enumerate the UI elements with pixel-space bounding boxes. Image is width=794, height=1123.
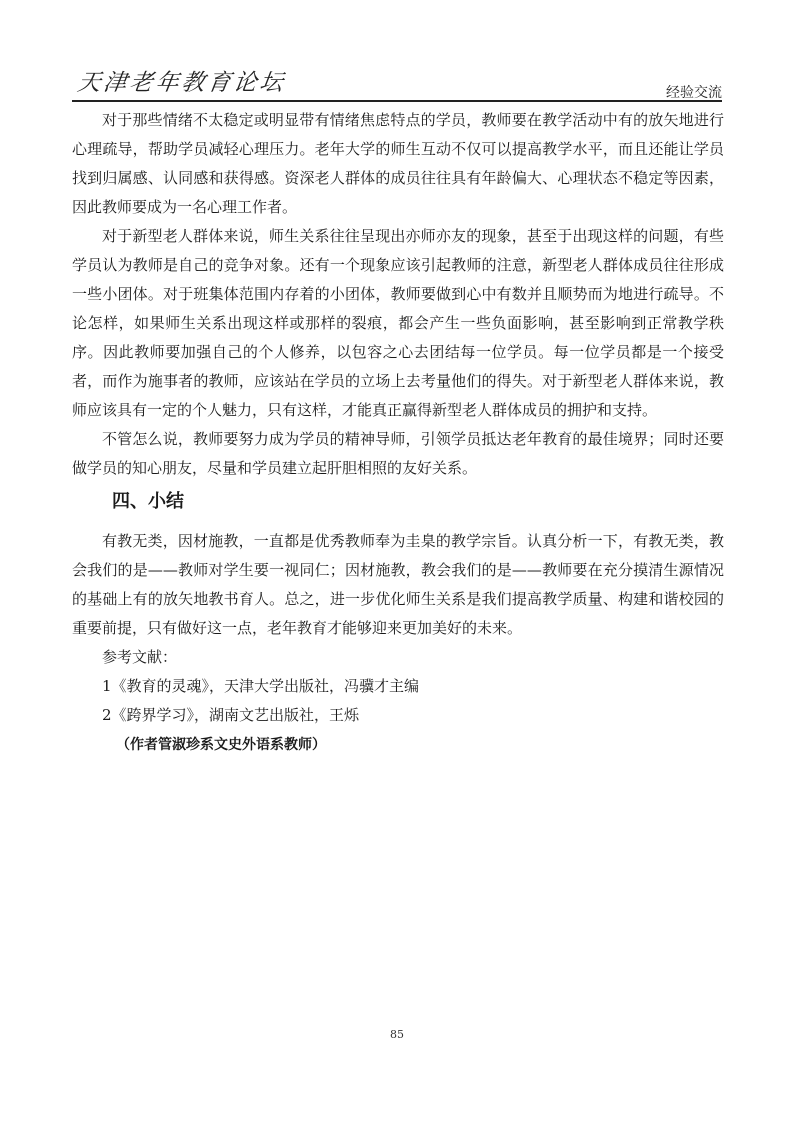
journal-title-logo: 天津老年教育论坛 xyxy=(75,70,288,96)
references-list xyxy=(72,672,724,730)
body-paragraph: 对于那些情绪不太稳定或明显带有情绪焦虑特点的学员，教师要在教学活动中有的放矢地进行心理疏导，帮助学员减轻心理压力。老年大学的师生互动不仅可以提高教学水平，而且还能让学员找到归属感、认同感和获得感。资深老人群体的成员往往具有年龄偏大、心理状态不稳定等因素，因此教师要成为一名心理工作者。 xyxy=(72,111,724,216)
summary-paragraph: 有教无类，因材施教，一直都是优秀教师奉为圭臬的教学宗旨。认真分析一下，有教无类，教会我们的是——教师对学生要一视同仁；因材施教，教会我们的是——教师要在充分摸清生源情况的基础上有的放矢地教书育人。总之，进一步优化师生关系是我们提高教学质量、构建和谐校园的重要前提，只有做好这一点，老年教育才能够迎来更加美好的未来。 xyxy=(72,532,724,637)
author-note: （作者管淑珍系文史外语系教师） xyxy=(116,737,326,753)
article-body xyxy=(72,106,724,758)
body-paragraph: 不管怎么说，教师要努力成为学员的精神导师，引领学员抵达老年教育的最佳境界；同时还要做学员的知心朋友，尽量和学员建立起肝胆相照的友好关系。 xyxy=(72,430,724,477)
reference-item: 2《跨界学习》，湖南文艺出版社，王烁 xyxy=(102,706,360,724)
references-title: 参考文献： xyxy=(102,648,178,666)
header-divider xyxy=(72,100,722,102)
reference-item: 1《教育的灵魂》，天津大学出版社，冯骥才主编 xyxy=(102,677,420,695)
body-paragraph: 对于新型老人群体来说，师生关系往往呈现出亦师亦友的现象，甚至于出现这样的问题，有些学员认为教师是自己的竞争对象。还有一个现象应该引起教师的注意，新型老人群体成员往往形成一些小团体。对于班集体范围内存着的小团体，教师要做到心中有数并且顺势而为地进行疏导。不论怎样，如果师生关系出现这样或那样的裂痕，都会产生一些负面影响，甚至影响到正常教学秩序。因此教师要加强自己的个人修养，以包容之心去团结每一位学员。每一位学员都是一个接受者，而作为施事者的教师，应该站在学员的立场上去考量他们的得失。对于新型老人群体来说，教师应该具有一定的个人魅力，只有这样，才能真正赢得新型老人群体成员的拥护和支持。 xyxy=(72,227,724,419)
page-number: 85 xyxy=(390,1028,404,1041)
section-heading-summary: 四、小结 xyxy=(112,491,184,512)
page-header xyxy=(72,58,722,102)
section-label: 经验交流 xyxy=(666,85,722,101)
